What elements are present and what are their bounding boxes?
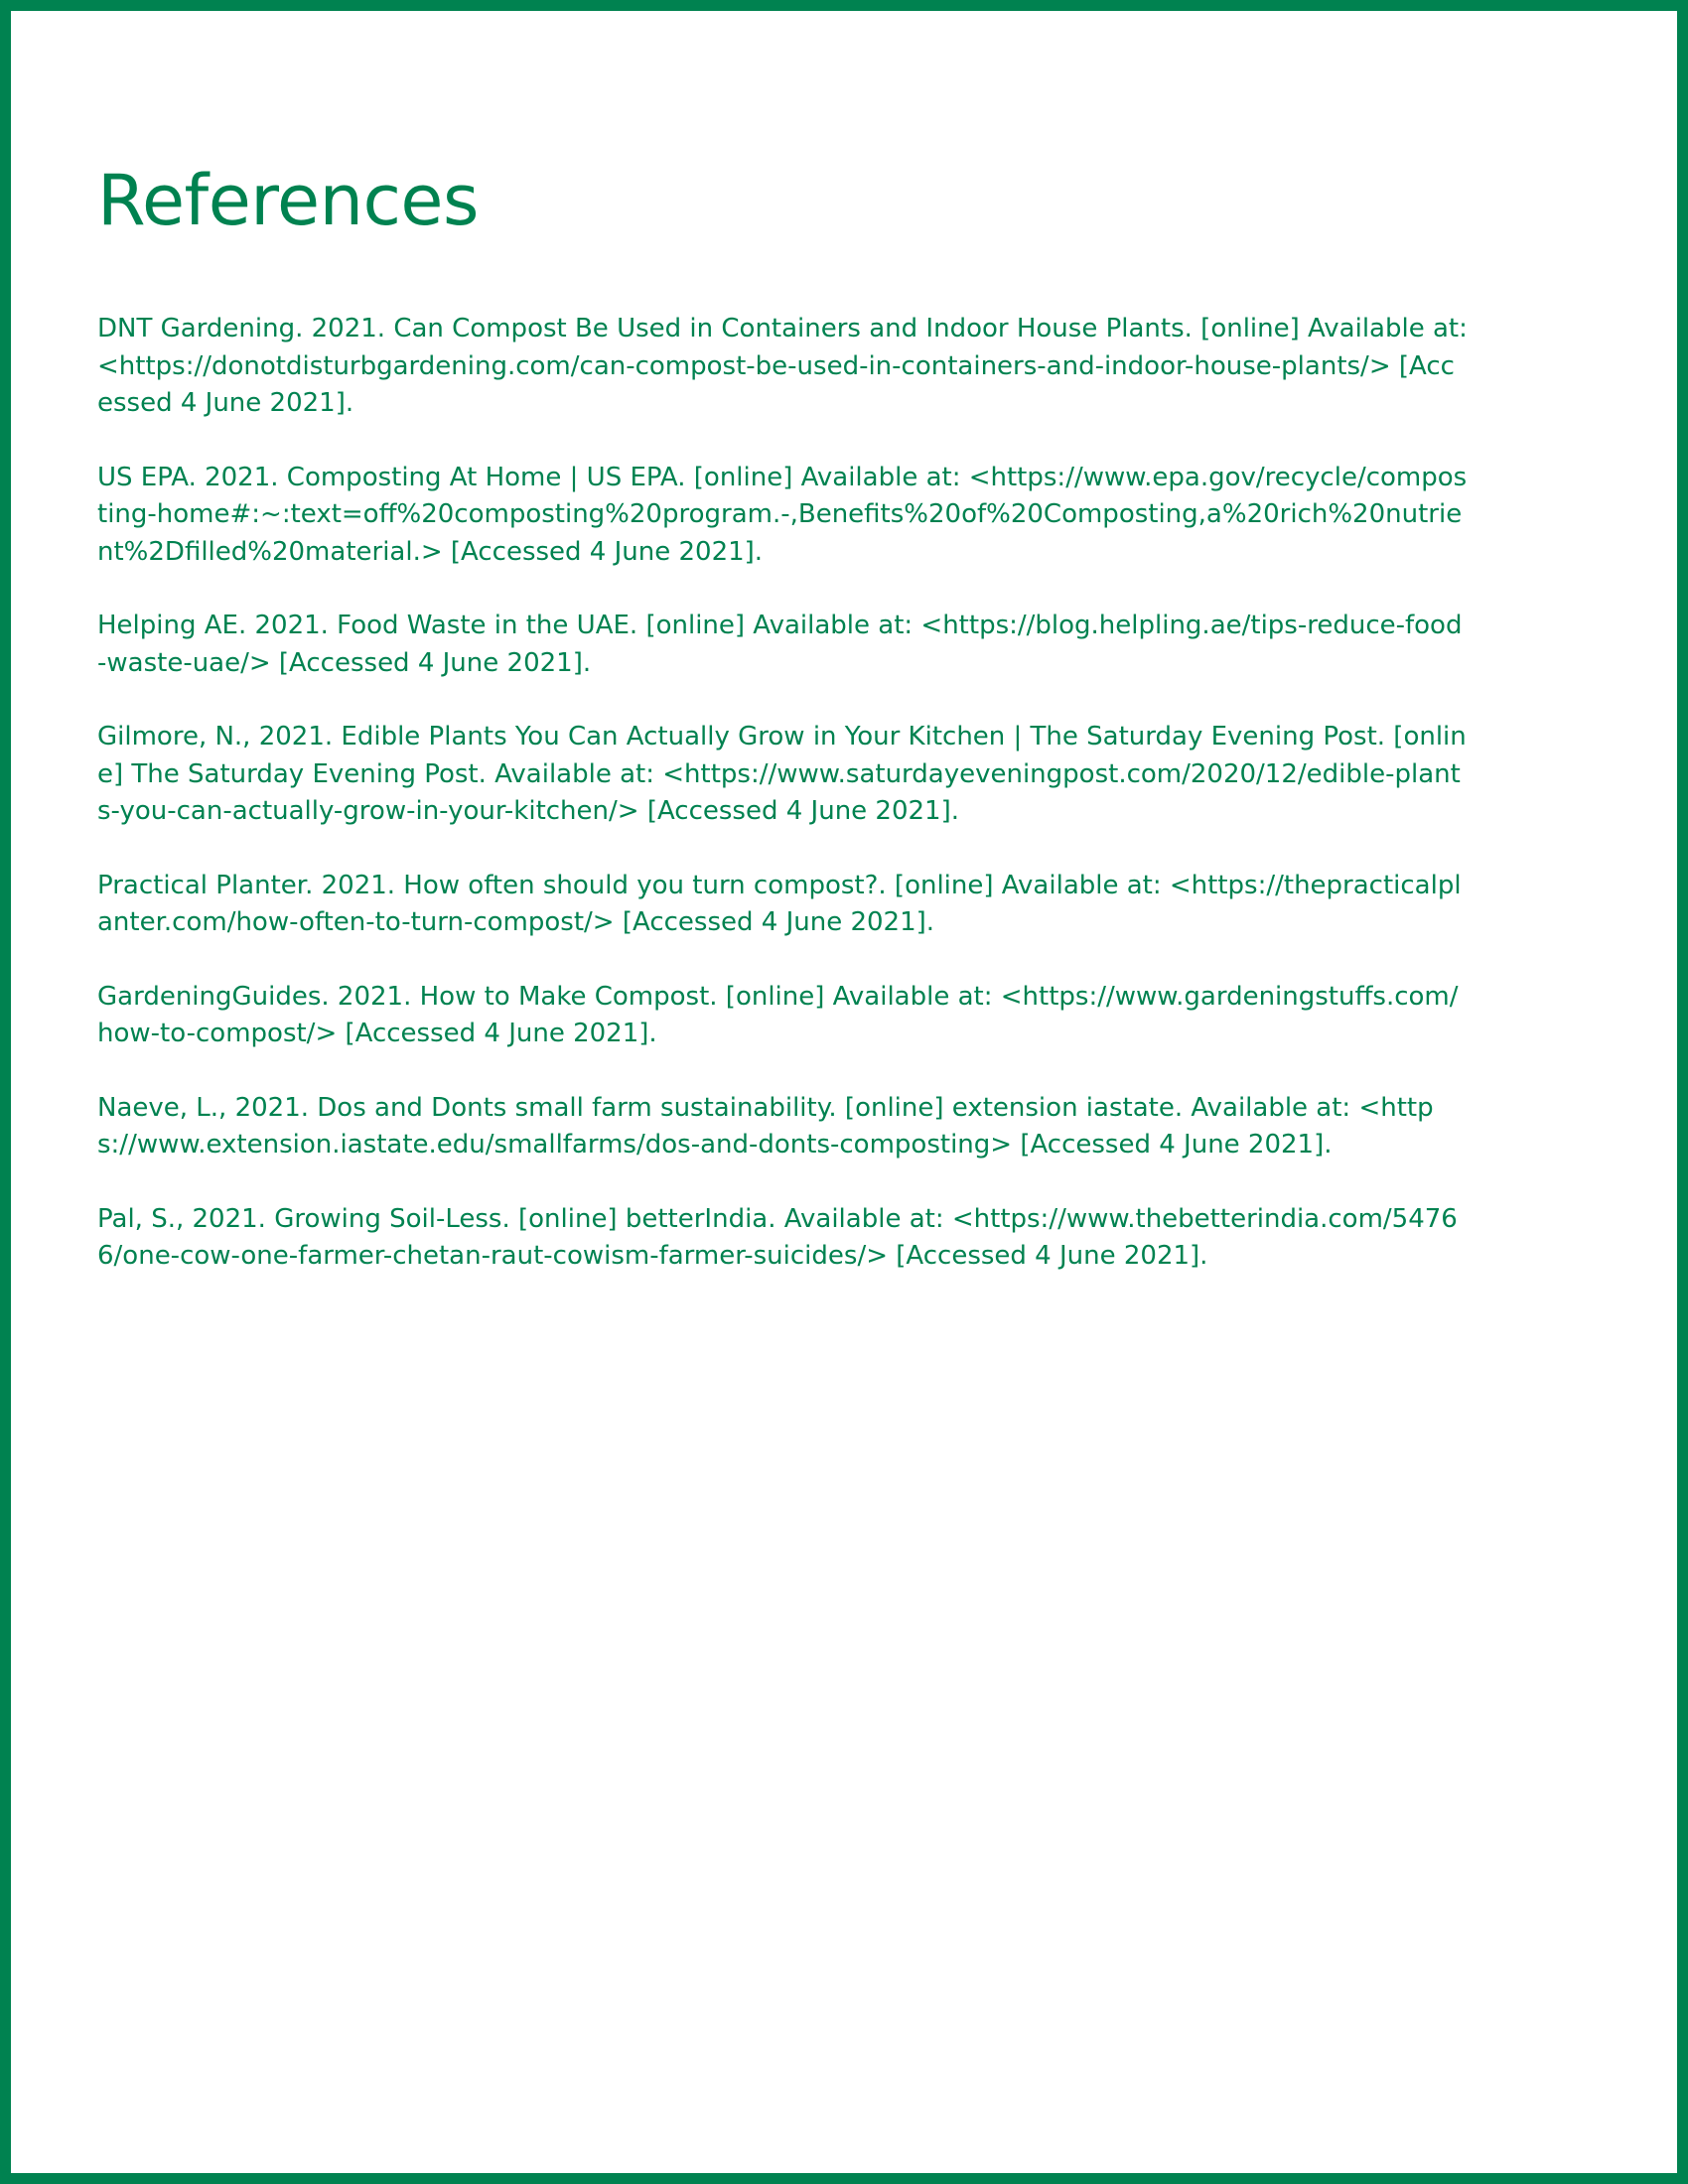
reference-item: Pal, S., 2021. Growing Soil-Less. [online] betterIndia. Available at: <https://www.thebetterindia.com/54766/one-cow-one-farmer-chetan-raut-cowism-farmer-suicides/> [Accessed 4 June 2021]. [97, 1203, 1458, 1271]
reference-item: Naeve, L., 2021. Dos and Donts small farm sustainability. [online] extension iastate. Available at: <https://www.extension.iastate.edu/smallfarms/dos-and-donts-composting> [Accessed 4 June 2021]. [97, 1092, 1434, 1160]
page-content [97, 160, 1468, 1312]
page-title: References [97, 160, 479, 241]
reference-item: DNT Gardening. 2021. Can Compost Be Used in Containers and Indoor House Plants. [online] Available at: <https://donotdisturbgardening.com/can-compost-be-used-in-containers-and-indoor-house-plants/> [Accessed 4 June 2021]. [97, 314, 1468, 418]
reference-item: Gilmore, N., 2021. Edible Plants You Can Actually Grow in Your Kitchen | The Saturday Evening Post. [online] The Saturday Evening Post. Available at: <https://www.saturdayeveningpost.com/2020/12/edible-plants-you-can-actually-grow-in-your-kitchen/> [Accessed 4 June 2021]. [97, 722, 1467, 826]
reference-item: Practical Planter. 2021. How often should you turn compost?. [online] Available at: <https://thepracticalplanter.com/how-often-to-turn-compost/> [Accessed 4 June 2021]. [97, 870, 1462, 937]
reference-item: US EPA. 2021. Composting At Home | US EPA. [online] Available at: <https://www.epa.gov/recycle/composting-home#:~:text=off%20composting%20program.-,Benefits%20of%20Composting,a%20rich%20nutrient%2Dfilled%20material.> [Accessed 4 June 2021]. [97, 462, 1468, 567]
reference-item: GardeningGuides. 2021. How to Make Compost. [online] Available at: <https://www.gardeningstuffs.com/how-to-compost/> [Accessed 4 June 2021]. [97, 981, 1459, 1048]
reference-item: Helping AE. 2021. Food Waste in the UAE. [online] Available at: <https://blog.helpling.ae/tips-reduce-food-waste-uae/> [Accessed 4 June 2021]. [97, 611, 1463, 678]
reference-list [97, 311, 1468, 1276]
